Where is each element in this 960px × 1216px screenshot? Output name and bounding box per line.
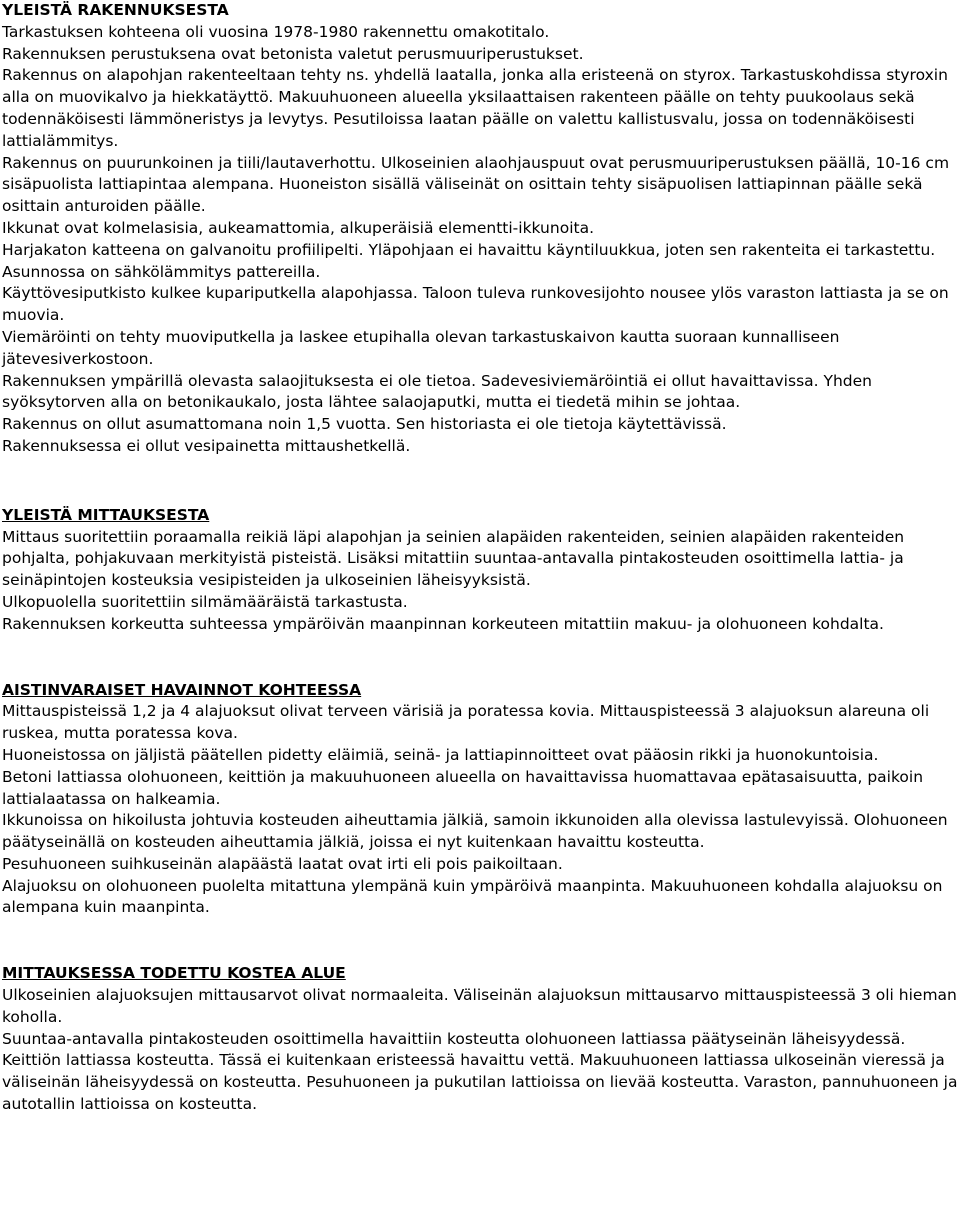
paragraph: Alajuoksu on olohuoneen puolelta mitattuna ylempänä kuin ympäröivä maanpinta. Makuuhuoneen kohdalla alajuoksu on alempana kuin maanpinta. xyxy=(2,876,943,917)
section-spacer xyxy=(2,919,958,963)
paragraph: Rakennuksen ympärillä olevasta salaojituksesta ei ole tietoa. Sadevesiviemäröintiä ei ollut havaittavissa. Yhden syöksytorven alla on betonikaukalo, josta lähtee salaojaputki, mutta ei tiedetä mihin se johtaa. xyxy=(2,371,872,412)
paragraph: Rakennus on alapohjan rakenteeltaan tehty ns. yhdellä laatalla, jonka alla eristeenä on styrox. Tarkastuskohdissa styroxin alla on muovikalvo ja hiekkatäyttö. Makuuhuoneen alueella yksilaattaisen rakenteen päälle on tehty puukoolaus sekä todennäköisesti lämmöneristys ja levytys. Pesutiloissa laatan päälle on valettu kallistusvalu, jossa on todennäköisesti lattialämmitys. xyxy=(2,66,948,150)
paragraph: Asunnossa on sähkölämmitys pattereilla. xyxy=(2,262,321,281)
section-heading: YLEISTÄ MITTAUKSESTA xyxy=(2,505,210,524)
section-spacer xyxy=(2,636,958,680)
paragraph: Rakennuksen korkeutta suhteessa ympäröivän maanpinnan korkeuteen mitattiin makuu- ja olohuoneen kohdalta. xyxy=(2,614,884,633)
paragraph: Mittauspisteissä 1,2 ja 4 alajuoksut olivat terveen värisiä ja poratessa kovia. Mittauspisteessä 3 alajuoksun alareuna oli ruskea, mutta poratessa kova. xyxy=(2,702,930,743)
paragraph: Viemäröinti on tehty muoviputkella ja laskee etupihalla olevan tarkastuskaivon kautta suoraan kunnalliseen jätevesiverkostoon. xyxy=(2,327,840,368)
paragraph: Rakennus on ollut asumattomana noin 1,5 vuotta. Sen historiasta ei ole tietoja käytettävissä. xyxy=(2,415,727,434)
paragraph: Tarkastuksen kohteena oli vuosina 1978-1980 rakennettu omakotitalo. xyxy=(2,22,550,41)
paragraph: Huoneistossa on jäljistä päätellen pidetty eläimiä, seinä- ja lattiapinnoitteet ovat pääosin rikki ja huonokuntoisia. xyxy=(2,745,879,764)
paragraph: Käyttövesiputkisto kulkee kupariputkella alapohjassa. Taloon tuleva runkovesijohto nousee ylös varaston lattiasta ja se on muovia. xyxy=(2,284,949,325)
paragraph: Suuntaa-antavalla pintakosteuden osoittimella havaittiin kosteutta olohuoneen lattiassa päätyseinän läheisyydessä. Keittiön lattiassa kosteutta. Tässä ei kuitenkaan eristeessä havaittu vettä. Makuuhuoneen lattiassa ulkoseinän vieressä ja väliseinän läheisyydessä on kosteutta. Pesuhuoneen ja pukutilan lattioissa on lievää kosteutta. Varaston, pannuhuoneen ja autotallin lattioissa on kosteutta. xyxy=(2,1029,958,1114)
paragraph: Mittaus suoritettiin poraamalla reikiä läpi alapohjan ja seinien alapäiden rakenteiden, seinien alapäiden rakenteiden pohjalta, pohjakuvaan merkityistä pisteistä. Lisäksi mitattiin suuntaa-antavalla pintakosteuden osoittimella lattia- ja seinäpintojen kosteuksia vesipisteiden ja ulkoseinien läheisyyksistä. xyxy=(2,527,905,590)
paragraph: Ulkoseinien alajuoksujen mittausarvot olivat normaaleita. Väliseinän alajuoksun mittausarvo mittauspisteessä 3 oli hieman koholla. xyxy=(2,986,957,1026)
section-heading: MITTAUKSESSA TODETTU KOSTEA ALUE xyxy=(2,964,346,983)
section-heading: YLEISTÄ RAKENNUKSESTA xyxy=(2,1,229,19)
paragraph: Ulkopuolella suoritettiin silmämääräistä tarkastusta. xyxy=(2,592,408,611)
paragraph: Ikkunat ovat kolmelasisia, aukeamattomia, alkuperäisiä elementti-ikkunoita. xyxy=(2,218,594,237)
paragraph: Betoni lattiassa olohuoneen, keittiön ja makuuhuoneen alueella on havaittavissa huomattavaa epätasaisuutta, paikoin lattialaatassa on halkeamia. xyxy=(2,767,924,808)
section-heading: AISTINVARAISET HAVAINNOT KOHTEESSA xyxy=(2,680,362,699)
paragraph: Harjakaton katteena on galvanoitu profiilipelti. Yläpohjaan ei havaittu käyntiluukkua, joten sen rakenteita ei tarkastettu. xyxy=(2,240,936,259)
section-moist-area xyxy=(2,963,958,1116)
section-sensory-observations xyxy=(2,680,958,920)
section-general-building xyxy=(2,0,958,458)
paragraph: Rakennuksen perustuksena ovat betonista valetut perusmuuriperustukset. xyxy=(2,44,584,63)
document-page xyxy=(2,0,958,1116)
section-spacer xyxy=(2,458,958,505)
section-general-measurement xyxy=(2,505,958,636)
paragraph: Rakennus on puurunkoinen ja tiili/lautaverhottu. Ulkoseinien alaohjauspuut ovat perusmuuriperustuksen päällä, 10-16 cm sisäpuolista lattiapintaa alempana. Huoneiston sisällä väliseinät on osittain tehty sisäpuolisen lattiapinnan päälle sekä osittain anturoiden päälle. xyxy=(2,153,950,216)
paragraph: Pesuhuoneen suihkuseinän alapäästä laatat ovat irti eli pois paikoiltaan. xyxy=(2,854,563,873)
paragraph: Ikkunoissa on hikoilusta johtuvia kosteuden aiheuttamia jälkiä, samoin ikkunoiden alla olevissa lastulevyissä. Olohuoneen päätyseinällä on kosteuden aiheuttamia jälkiä, joissa ei nyt kuitenkaan havaittu kosteutta. xyxy=(2,811,948,852)
paragraph: Rakennuksessa ei ollut vesipainetta mittaushetkellä. xyxy=(2,436,411,455)
